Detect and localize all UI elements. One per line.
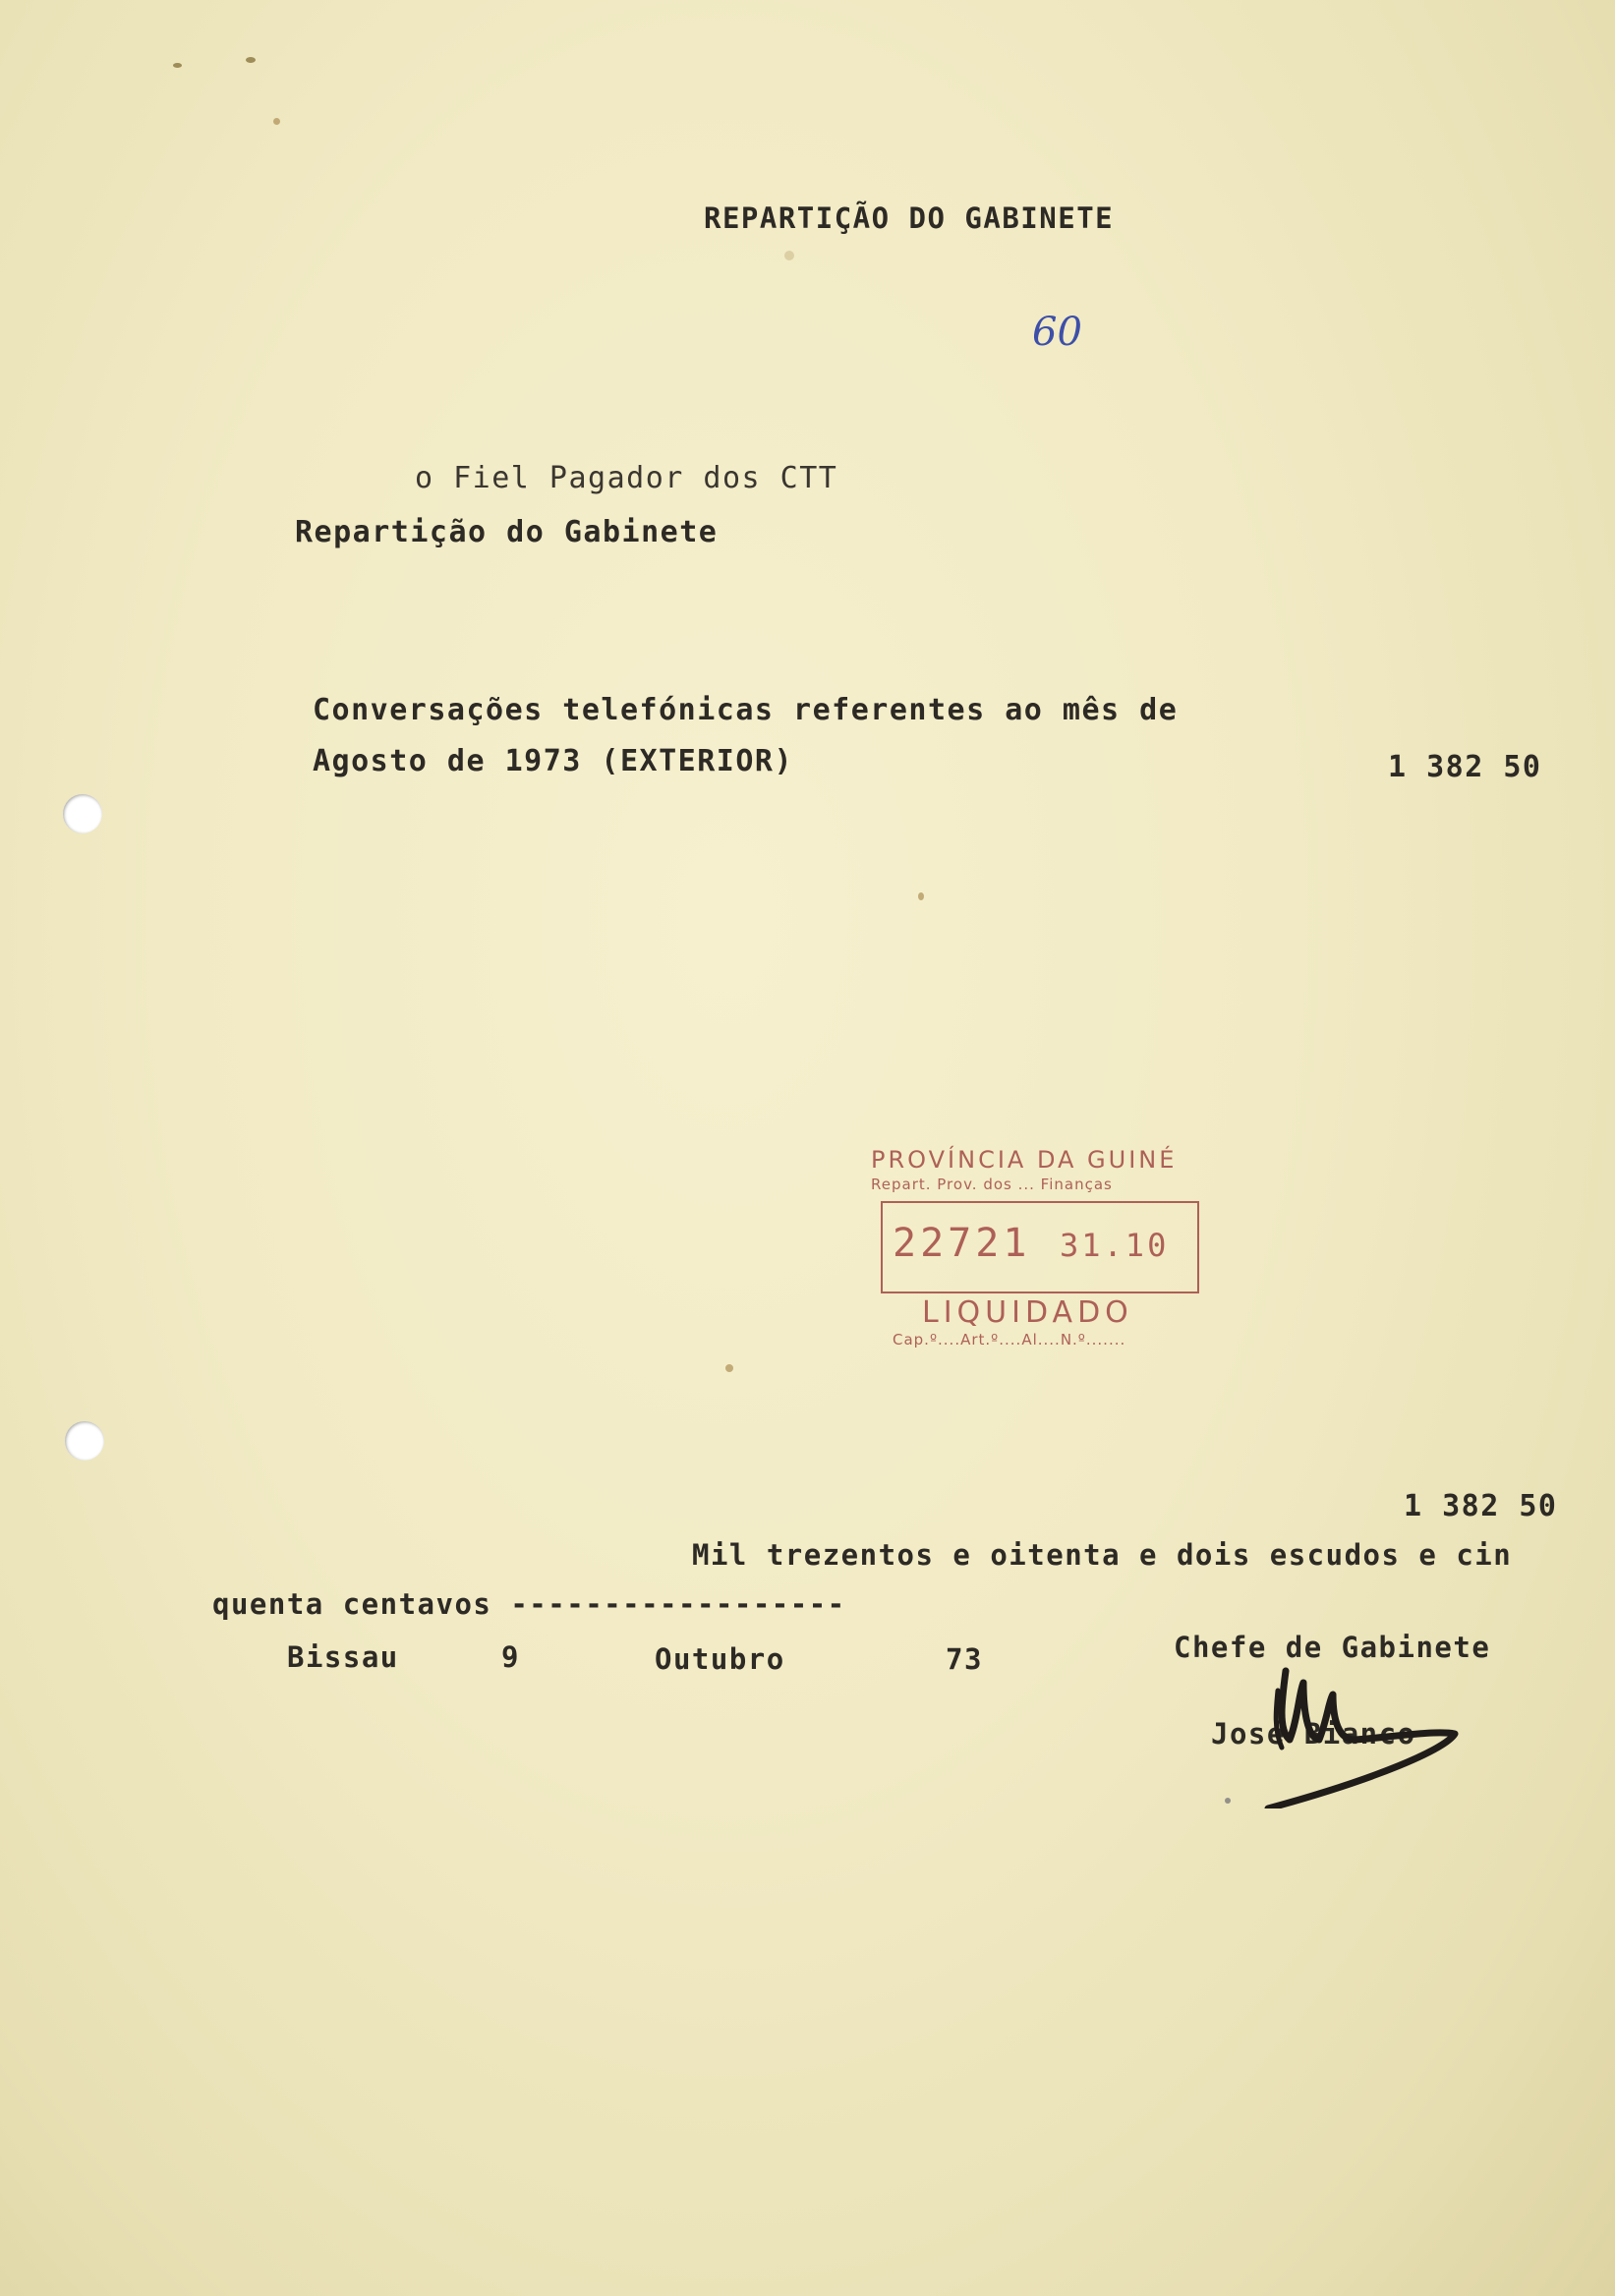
speck bbox=[273, 118, 280, 125]
speck bbox=[1225, 1798, 1231, 1804]
item-amount: 1 382 50 bbox=[1388, 750, 1542, 784]
handwritten-signature bbox=[1239, 1661, 1474, 1808]
item-description-line-2: Agosto de 1973 (EXTERIOR) bbox=[313, 744, 794, 778]
speck bbox=[725, 1364, 733, 1372]
speck bbox=[246, 57, 256, 63]
date-year: 73 bbox=[946, 1642, 983, 1676]
amount-words-line-2: quenta centavos ------------------ bbox=[212, 1587, 846, 1621]
recipient-line-1: o Fiel Pagador dos CTT bbox=[415, 461, 838, 495]
stamp-province: PROVÍNCIA DA GUINÉ bbox=[871, 1146, 1178, 1174]
total-amount: 1 382 50 bbox=[1404, 1489, 1558, 1523]
recipient-line-2: Repartição do Gabinete bbox=[295, 515, 719, 549]
speck bbox=[918, 892, 924, 900]
item-description-line-1: Conversações telefónicas referentes ao mês de bbox=[313, 693, 1179, 727]
stamp-status: LIQUIDADO bbox=[922, 1295, 1133, 1330]
signatory-name: José Bianco bbox=[1211, 1717, 1416, 1751]
signatory-title: Chefe de Gabinete bbox=[1174, 1631, 1491, 1664]
stamp-number: 22721 bbox=[893, 1221, 1031, 1266]
date-month: Outubro bbox=[655, 1642, 785, 1676]
liquidation-stamp bbox=[853, 1140, 1237, 1361]
place: Bissau bbox=[287, 1640, 399, 1674]
stamp-footer: Cap.º....Art.º....Al....N.º....... bbox=[893, 1331, 1126, 1349]
punch-hole-bottom bbox=[65, 1421, 104, 1461]
stamp-box bbox=[881, 1201, 1199, 1293]
stamp-department: Repart. Prov. dos ... Finanças bbox=[871, 1176, 1113, 1193]
staple-mark bbox=[173, 63, 182, 68]
document-header: REPARTIÇÃO DO GABINETE bbox=[704, 201, 1115, 235]
amount-words-line-1: Mil trezentos e oitenta e dois escudos e cin bbox=[692, 1538, 1513, 1572]
stamp-date: 31.10 bbox=[1060, 1227, 1170, 1264]
punch-hole-top bbox=[63, 794, 102, 833]
date-day: 9 bbox=[501, 1640, 520, 1674]
speck bbox=[784, 251, 794, 260]
folio-number: 60 bbox=[1032, 310, 1082, 355]
